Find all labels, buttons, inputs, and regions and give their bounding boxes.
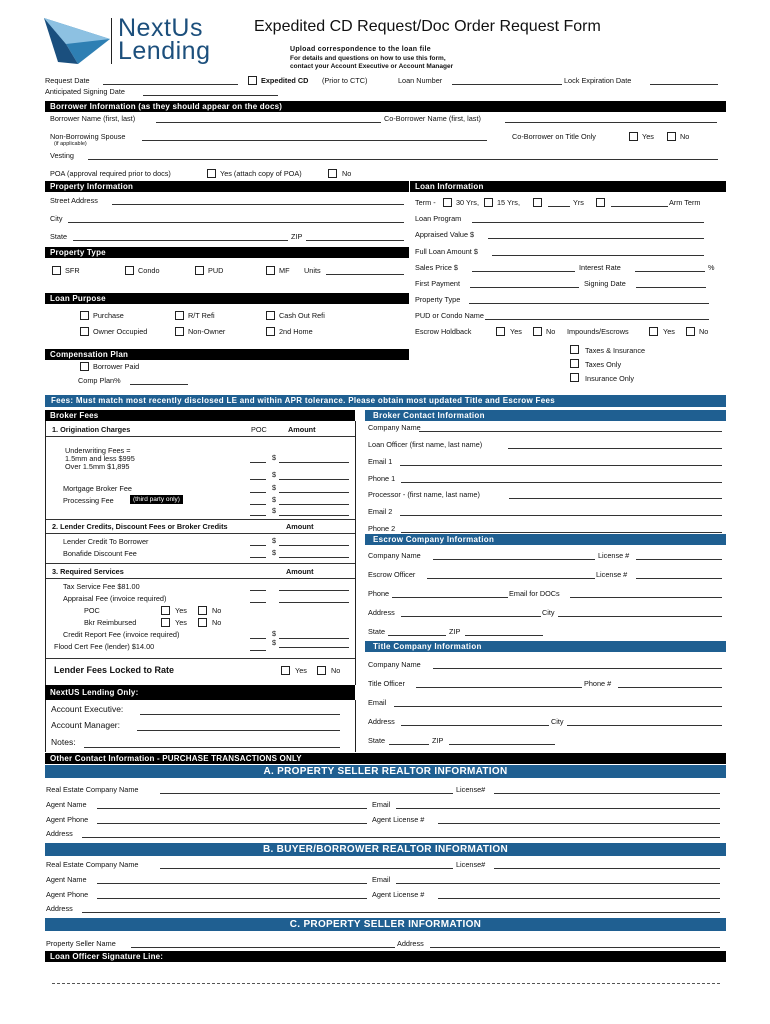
a-email-field[interactable] — [396, 808, 720, 809]
escrow-header: Escrow Company Information — [365, 534, 726, 545]
mbf-poc-field[interactable] — [250, 492, 266, 493]
signing-field[interactable] — [636, 287, 706, 288]
mbf-amount-field[interactable] — [279, 492, 349, 493]
orig-divider — [45, 436, 355, 437]
b-email-field[interactable] — [396, 883, 720, 884]
phone1-field[interactable] — [401, 482, 722, 483]
borrower-name-label: Borrower Name (first, last) — [50, 114, 136, 123]
zip-field[interactable] — [306, 240, 404, 241]
required-label: 3. Required Services — [52, 567, 124, 576]
state-label: State — [50, 232, 68, 241]
esc-license-label: License # — [598, 551, 630, 560]
sales-price-field[interactable] — [472, 271, 575, 272]
am-field[interactable] — [137, 730, 340, 731]
broker-contact-header: Broker Contact Information — [365, 410, 726, 421]
a-license-label: License# — [456, 785, 486, 794]
esc-phone-field[interactable] — [392, 597, 508, 598]
mf-label: MF — [279, 266, 290, 275]
b-agent-field[interactable] — [97, 883, 367, 884]
a-address-label: Address — [46, 829, 73, 838]
esc-officer-field[interactable] — [427, 578, 595, 579]
title-co-header: Title Company Information — [365, 641, 726, 652]
pud-condo-label: PUD or Condo Name — [415, 311, 484, 320]
cashout-label: Cash Out Refi — [279, 311, 325, 320]
email2-field[interactable] — [400, 515, 722, 516]
a-agent-field[interactable] — [97, 808, 367, 809]
expedited-cd-checkbox[interactable] — [248, 76, 257, 85]
am-label: Account Manager: — [51, 720, 120, 730]
uw-line-3: Over 1.5mm $1,895 — [65, 462, 130, 471]
esc-city-label: City — [542, 608, 555, 617]
esc-license2-field[interactable] — [636, 578, 722, 579]
condo-checkbox[interactable] — [125, 266, 134, 275]
vesting-label: Vesting — [50, 151, 74, 160]
fees-notice-bar: Fees: Must match most recently disclosed LE and within APR tolerance. Please obtain most updated Title and Escrow Fees — [45, 395, 726, 407]
proc-poc-field[interactable] — [250, 504, 266, 505]
fees-left-border — [45, 421, 46, 685]
poc-no-label: No — [212, 606, 222, 615]
req-divider-top — [45, 563, 355, 564]
esc-city-field[interactable] — [558, 616, 722, 617]
proc-label: Processing Fee — [63, 496, 114, 505]
row2-dollar: $ — [272, 470, 277, 479]
expedited-cd-label: Expedited CD — [261, 76, 309, 85]
bonafide-poc-field[interactable] — [250, 557, 266, 558]
rt-label: R/T Refi — [188, 311, 215, 320]
bonafide-label: Bonafide Discount Fee — [63, 549, 137, 558]
co-title-yes-checkbox[interactable] — [629, 132, 638, 141]
first-payment-label: First Payment — [415, 279, 461, 288]
escrow-holdback-label: Escrow Holdback — [415, 327, 472, 336]
flood-poc-field[interactable] — [250, 650, 266, 651]
appraisal-label: Appraisal Fee (invoice required) — [63, 594, 167, 603]
a-phone-field[interactable] — [97, 823, 367, 824]
request-date-label: Request Date — [45, 76, 90, 85]
c-address-label: Address — [397, 939, 424, 948]
notes-label: Notes: — [51, 737, 76, 747]
c-seller-field[interactable] — [131, 947, 395, 948]
mf-checkbox[interactable] — [266, 266, 275, 275]
logo-mark — [44, 18, 110, 64]
amount2-label: Amount — [286, 522, 314, 531]
signature-header: Loan Officer Signature Line: — [45, 951, 726, 962]
poa-label: POA (approval required prior to docs) — [50, 169, 171, 178]
flood-dollar: $ — [272, 638, 277, 647]
tc-email-label: Email — [368, 698, 387, 707]
esc-email-docs-label: Email for DOCs — [509, 589, 560, 598]
notes-field[interactable] — [84, 747, 340, 748]
esc-state-field[interactable] — [388, 635, 446, 636]
full-amount-label: Full Loan Amount $ — [415, 247, 478, 256]
borrower-name-field[interactable] — [156, 122, 381, 123]
taxes-ins-label: Taxes & Insurance — [585, 346, 646, 355]
locked-yes-label: Yes — [295, 666, 307, 675]
units-label: Units — [304, 266, 321, 275]
owner-label: Owner Occupied — [93, 327, 148, 336]
poc-yes-label: Yes — [175, 606, 187, 615]
phone2-label: Phone 2 — [368, 524, 396, 533]
esc-company-label: Company Name — [368, 551, 421, 560]
bkr-yes-checkbox[interactable] — [161, 618, 170, 627]
right-bottom-border — [355, 700, 356, 752]
tax-label: Tax Service Fee $81.00 — [63, 582, 140, 591]
comp-plan-label: Comp Plan% — [78, 376, 121, 385]
b-license-field[interactable] — [494, 868, 720, 869]
taxes-only-checkbox[interactable] — [570, 359, 579, 368]
uw-line-2: 1.5mm and less $995 — [65, 454, 135, 463]
esc-state-label: State — [368, 627, 386, 636]
city-field[interactable] — [68, 222, 404, 223]
tc-address-field[interactable] — [401, 725, 549, 726]
credit-amount-field[interactable] — [279, 638, 349, 639]
purpose-header: Loan Purpose — [45, 293, 409, 304]
anticipated-field[interactable] — [143, 95, 278, 96]
lc-borrower-label: Lender Credit To Borrower — [63, 537, 149, 546]
credit-dollar: $ — [272, 629, 277, 638]
term-yrs-label: Yrs — [573, 198, 584, 207]
impounds-label: Impounds/Escrows — [567, 327, 629, 336]
b-address-label: Address — [46, 904, 73, 913]
co-on-title-label: Co-Borrower on Title Only — [512, 132, 596, 141]
row5-dollar: $ — [272, 506, 277, 515]
co-title-yes-label: Yes — [642, 132, 654, 141]
subtitle-3: contact your Account Executive or Account Manager — [290, 63, 454, 70]
esc-email-docs-field[interactable] — [570, 597, 722, 598]
rt-checkbox[interactable] — [175, 311, 184, 320]
poc-no-checkbox[interactable] — [198, 606, 207, 615]
nextus-only-header: NextUS Lending Only: — [45, 685, 355, 700]
interest-field[interactable] — [635, 271, 705, 272]
sfr-label: SFR — [65, 266, 80, 275]
a-license-field[interactable] — [494, 793, 720, 794]
b-phone-label: Agent Phone — [46, 890, 89, 899]
tc-city-field[interactable] — [567, 725, 722, 726]
row5-poc-field[interactable] — [250, 515, 266, 516]
tc-email-field[interactable] — [394, 706, 722, 707]
amount3-label: Amount — [286, 567, 314, 576]
esc-officer-label: Escrow Officer — [368, 570, 416, 579]
coborrower-name-label: Co-Borrower Name (first, last) — [384, 114, 481, 123]
b-company-field[interactable] — [160, 868, 453, 869]
state-field[interactable] — [73, 240, 288, 241]
zip-label: ZIP — [291, 232, 303, 241]
term-15-label: 15 Yrs, — [497, 198, 520, 207]
signing-label: Signing Date — [584, 279, 626, 288]
lc-divider-top — [45, 519, 355, 520]
owner-checkbox[interactable] — [80, 327, 89, 336]
tax-amount-field[interactable] — [279, 590, 349, 591]
pct-label: % — [708, 263, 715, 272]
holdback-no-label: No — [546, 327, 556, 336]
row5-amount-field[interactable] — [279, 515, 349, 516]
a-email-label: Email — [372, 800, 391, 809]
email2-label: Email 2 — [368, 507, 393, 516]
term-15-checkbox[interactable] — [484, 198, 493, 207]
nonowner-label: Non-Owner — [188, 327, 226, 336]
loan-info-header: Loan Information — [410, 181, 726, 192]
bkr-no-label: No — [212, 618, 222, 627]
prior-ctc-label: (Prior to CTC) — [322, 76, 368, 85]
holdback-no-checkbox[interactable] — [533, 327, 542, 336]
second-label: 2nd Home — [279, 327, 313, 336]
logo-text-1: NextUs — [118, 14, 203, 42]
property-header: Property Information — [45, 181, 409, 192]
term-label: Term - — [415, 198, 436, 207]
comp-header: Compensation Plan — [45, 349, 409, 360]
uw-dollar: $ — [272, 453, 277, 462]
borrower-paid-checkbox[interactable] — [80, 362, 89, 371]
fees-right-border — [355, 421, 356, 685]
sfr-checkbox[interactable] — [52, 266, 61, 275]
bc-company-field[interactable] — [419, 431, 722, 432]
b-address-field[interactable] — [82, 912, 720, 913]
poc-col-label: POC — [251, 425, 267, 434]
purchase-label: Purchase — [93, 311, 124, 320]
b-agent-label: Agent Name — [46, 875, 87, 884]
poa-yes-checkbox[interactable] — [207, 169, 216, 178]
esc-zip-label: ZIP — [449, 627, 461, 636]
taxes-ins-checkbox[interactable] — [570, 345, 579, 354]
tc-address-label: Address — [368, 717, 395, 726]
holdback-yes-checkbox[interactable] — [496, 327, 505, 336]
row2-poc-field[interactable] — [250, 479, 266, 480]
credit-poc-field[interactable] — [250, 638, 266, 639]
page-title: Expedited CD Request/Doc Order Request Form — [254, 18, 601, 35]
impounds-no-label: No — [699, 327, 709, 336]
pud-label: PUD — [208, 266, 224, 275]
coborrower-name-field[interactable] — [505, 122, 717, 123]
mbf-dollar: $ — [272, 483, 277, 492]
b-agent-license-label: Agent License # — [372, 890, 425, 899]
co-title-no-label: No — [680, 132, 690, 141]
poa-no-checkbox[interactable] — [328, 169, 337, 178]
tc-phone-field[interactable] — [618, 687, 722, 688]
loan-number-field[interactable] — [452, 84, 562, 85]
c-seller-label: Property Seller Name — [46, 939, 116, 948]
processor-label: Processor - (first name, last name) — [368, 490, 480, 499]
poc-yes-checkbox[interactable] — [161, 606, 170, 615]
tax-poc-field[interactable] — [250, 590, 266, 591]
section-a-header: A. PROPERTY SELLER REALTOR INFORMATION — [45, 765, 726, 778]
street-label: Street Address — [50, 196, 98, 205]
cashout-checkbox[interactable] — [266, 311, 275, 320]
first-payment-field[interactable] — [470, 287, 579, 288]
tc-company-label: Company Name — [368, 660, 421, 669]
borrower-header: Borrower Information (as they should appear on the docs) — [45, 101, 726, 112]
b-license-label: License# — [456, 860, 486, 869]
logo-text-2: Lending — [118, 37, 211, 65]
request-date-field[interactable] — [103, 84, 238, 85]
a-agent-license-label: Agent License # — [372, 815, 425, 824]
broker-fees-header: Broker Fees — [45, 410, 355, 421]
bkr-no-checkbox[interactable] — [198, 618, 207, 627]
arm-checkbox[interactable] — [596, 198, 605, 207]
ins-only-label: Insurance Only — [585, 374, 635, 383]
poc2-label: POC — [84, 606, 100, 615]
b-company-label: Real Estate Company Name — [46, 860, 139, 869]
lc-dollar: $ — [272, 536, 277, 545]
nbs-label: Non-Borrowing Spouse — [50, 132, 126, 141]
if-applicable: (if applicable) — [54, 141, 87, 147]
lender-credits-label: 2. Lender Credits, Discount Fees or Broker Credits — [52, 522, 228, 531]
subtitle-2: For details and questions on how to use this form, — [290, 55, 446, 62]
units-field[interactable] — [326, 274, 404, 275]
sales-price-label: Sales Price $ — [415, 263, 458, 272]
phone2-field[interactable] — [401, 532, 722, 533]
prop-type-field[interactable] — [469, 303, 709, 304]
nbs-field[interactable] — [142, 140, 487, 141]
a-address-field[interactable] — [82, 837, 720, 838]
section-b-header: B. BUYER/BORROWER REALTOR INFORMATION — [45, 843, 726, 856]
program-label: Loan Program — [415, 214, 462, 223]
purchase-checkbox[interactable] — [80, 311, 89, 320]
property-type-header: Property Type — [45, 247, 409, 258]
term-30-label: 30 Yrs, — [456, 198, 479, 207]
locked-no-label: No — [331, 666, 341, 675]
row2-amount-field[interactable] — [279, 479, 349, 480]
impounds-yes-checkbox[interactable] — [649, 327, 658, 336]
poa-yes-label: Yes (attach copy of POA) — [220, 169, 302, 178]
a-company-field[interactable] — [160, 793, 453, 794]
arm-field[interactable] — [611, 206, 668, 207]
processor-field[interactable] — [509, 498, 722, 499]
bonafide-amount-field[interactable] — [279, 557, 349, 558]
esc-license2-label: License # — [596, 570, 628, 579]
a-agent-label: Agent Name — [46, 800, 87, 809]
mbf-label: Mortgage Broker Fee — [63, 484, 132, 493]
bc-company-label: Company Name — [368, 423, 421, 432]
signature-field[interactable] — [52, 983, 720, 984]
email1-field[interactable] — [400, 465, 722, 466]
impounds-yes-label: Yes — [663, 327, 675, 336]
b-phone-field[interactable] — [97, 898, 367, 899]
logo-divider — [111, 18, 112, 64]
bkr-yes-label: Yes — [175, 618, 187, 627]
tc-state-field[interactable] — [389, 744, 429, 745]
tc-city-label: City — [551, 717, 564, 726]
poa-no-label: No — [342, 169, 352, 178]
bonafide-dollar: $ — [272, 548, 277, 557]
credit-label: Credit Report Fee (invoice required) — [63, 630, 180, 639]
locked-label: Lender Fees Locked to Rate — [54, 665, 175, 675]
esc-phone-label: Phone — [368, 589, 390, 598]
lc-divider — [45, 533, 355, 534]
email1-label: Email 1 — [368, 457, 393, 466]
b-agent-license-field[interactable] — [438, 898, 720, 899]
lc-amount-field[interactable] — [279, 545, 349, 546]
ins-only-checkbox[interactable] — [570, 373, 579, 382]
taxes-only-label: Taxes Only — [585, 360, 622, 369]
a-agent-license-field[interactable] — [438, 823, 720, 824]
uw-amount-field[interactable] — [279, 462, 349, 463]
vesting-field[interactable] — [88, 159, 718, 160]
b-email-label: Email — [372, 875, 391, 884]
tc-zip-label: ZIP — [432, 736, 444, 745]
street-field[interactable] — [112, 204, 404, 205]
city-label: City — [50, 214, 63, 223]
second-checkbox[interactable] — [266, 327, 275, 336]
esc-company-field[interactable] — [433, 559, 595, 560]
proc-dollar: $ — [272, 495, 277, 504]
ae-field[interactable] — [140, 714, 340, 715]
lock-exp-label: Lock Expiration Date — [564, 76, 632, 85]
condo-label: Condo — [138, 266, 160, 275]
program-field[interactable] — [472, 222, 704, 223]
amount-col-label: Amount — [288, 425, 316, 434]
full-amount-field[interactable] — [492, 255, 704, 256]
tc-officer-label: Title Officer — [368, 679, 405, 688]
term-other-field[interactable] — [548, 206, 570, 207]
tc-phone-label: Phone # — [584, 679, 612, 688]
flood-label: Flood Cert Fee (lender) $14.00 — [54, 642, 155, 651]
prop-type-label: Property Type — [415, 295, 461, 304]
locked-no-checkbox[interactable] — [317, 666, 326, 675]
tc-officer-field[interactable] — [416, 687, 582, 688]
appraisal-poc-field[interactable] — [250, 602, 266, 603]
comp-plan-field[interactable] — [130, 384, 188, 385]
impounds-no-checkbox[interactable] — [686, 327, 695, 336]
uw-poc-field[interactable] — [250, 462, 266, 463]
locked-yes-checkbox[interactable] — [281, 666, 290, 675]
interest-label: Interest Rate — [579, 263, 621, 272]
bkr-label: Bkr Reimbursed — [84, 618, 137, 627]
term-30-checkbox[interactable] — [443, 198, 452, 207]
anticipated-label: Anticipated Signing Date — [45, 87, 125, 96]
flood-amount-field[interactable] — [279, 647, 349, 648]
esc-license-field[interactable] — [636, 559, 722, 560]
lo-field[interactable] — [508, 448, 722, 449]
third-party-badge: (third party only) — [130, 495, 183, 504]
tc-state-label: State — [368, 736, 386, 745]
ae-label: Account Executive: — [51, 704, 124, 714]
esc-zip-field[interactable] — [465, 635, 543, 636]
appraised-label: Appraised Value $ — [415, 230, 475, 239]
esc-address-label: Address — [368, 608, 395, 617]
subtitle: Upload correspondence to the loan file — [290, 46, 431, 53]
holdback-yes-label: Yes — [510, 327, 522, 336]
term-other-checkbox[interactable] — [533, 198, 542, 207]
loan-number-label: Loan Number — [398, 76, 443, 85]
other-contact-header: Other Contact Information - PURCHASE TRANSACTIONS ONLY — [45, 753, 726, 764]
section-c-header: C. PROPERTY SELLER INFORMATION — [45, 918, 726, 931]
borrower-paid-label: Borrower Paid — [93, 362, 140, 371]
lock-exp-field[interactable] — [650, 84, 718, 85]
lo-label: Loan Officer (first name, last name) — [368, 440, 483, 449]
nonowner-checkbox[interactable] — [175, 327, 184, 336]
appraised-field[interactable] — [488, 238, 704, 239]
appraisal-amount-field[interactable] — [279, 602, 349, 603]
tc-company-field[interactable] — [433, 668, 722, 669]
phone1-label: Phone 1 — [368, 474, 396, 483]
esc-address-field[interactable] — [401, 616, 541, 617]
tc-zip-field[interactable] — [449, 744, 555, 745]
arm-label: Arm Term — [669, 198, 701, 207]
orig-label: 1. Origination Charges — [52, 425, 131, 434]
req-divider — [45, 578, 355, 579]
pud-checkbox[interactable] — [195, 266, 204, 275]
left-bottom-border — [45, 700, 46, 752]
c-address-field[interactable] — [430, 947, 720, 948]
locked-divider — [45, 658, 355, 659]
proc-amount-field[interactable] — [279, 504, 349, 505]
uw-line-1: Underwriting Fees = — [65, 446, 131, 455]
a-phone-label: Agent Phone — [46, 815, 89, 824]
co-title-no-checkbox[interactable] — [667, 132, 676, 141]
a-company-label: Real Estate Company Name — [46, 785, 139, 794]
lc-poc-field[interactable] — [250, 545, 266, 546]
pud-condo-field[interactable] — [485, 319, 709, 320]
